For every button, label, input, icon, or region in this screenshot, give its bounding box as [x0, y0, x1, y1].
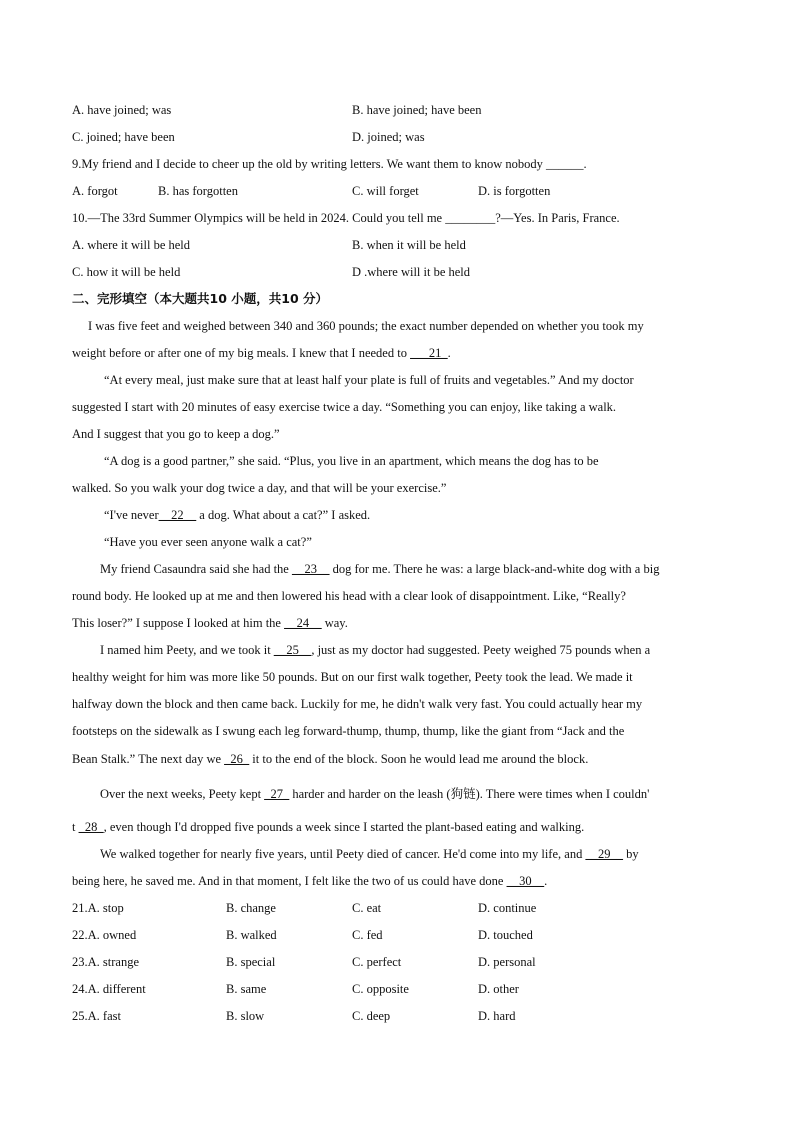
- passage-p1-line-1: I was five feet and weighed between 340 and 360 pounds; the exact number depended on whether you took my: [88, 319, 644, 333]
- option-d: D. joined; was: [352, 130, 425, 144]
- prev-question-options-row-2: [72, 127, 722, 147]
- text: I named him Peety, and we took it: [100, 643, 274, 657]
- passage-p2-line-1: “At every meal, just make sure that at least half your plate is full of fruits and vegetables.” And my doctor: [104, 373, 634, 387]
- option-23-b: B. special: [226, 955, 276, 969]
- options-23: [72, 952, 722, 972]
- text: We walked together for nearly five years, until Peety died of cancer. He'd come into my life, and: [100, 847, 586, 861]
- option-22-c: C. fed: [352, 928, 383, 942]
- q10-option-a: A. where it will be held: [72, 238, 191, 252]
- option-b: B. have joined; have been: [352, 103, 482, 117]
- passage-p6-line-1: [100, 559, 750, 579]
- passage-p1-line-2: [72, 343, 722, 363]
- option-22-d: D. touched: [478, 928, 533, 942]
- passage-p3-line-2: walked. So you walk your dog twice a day, and that will be your exercise.”: [72, 481, 447, 495]
- question-9-options: [72, 181, 722, 201]
- blank-25: __25__: [273, 643, 312, 657]
- options-24: [72, 979, 722, 999]
- text: harder and harder on the leash (狗链). There were times when I couldn': [289, 787, 650, 801]
- question-10-stem: 10.—The 33rd Summer Olympics will be held in 2024. Could you tell me ________?—Yes. In Paris, France.: [72, 211, 620, 225]
- blank-24: __24__: [284, 616, 322, 630]
- option-23-d: D. personal: [478, 955, 536, 969]
- passage-p2-line-2: suggested I start with 20 minutes of easy exercise twice a day. “Something you can enjoy, like taking a walk.: [72, 400, 617, 414]
- text: weight before or after one of my big meals. I knew that I needed to: [72, 346, 411, 360]
- option-a: A. have joined; was: [72, 103, 172, 117]
- passage-p7-line-4: footsteps on the sidewalk as I swung each leg forward-thump, thump, thump, like the giant from “Jack and the: [72, 724, 625, 738]
- text: “I've never: [104, 508, 159, 522]
- option-21-c: C. eat: [352, 901, 382, 915]
- passage-p8-line-2: [72, 817, 722, 837]
- text: My friend Casaundra said she had the: [100, 562, 292, 576]
- passage-p6-line-2: round body. He looked up at me and then lowered his head with a clear look of disappointment. Like, “Really?: [72, 589, 626, 603]
- passage-p5-line-1: “Have you ever seen anyone walk a cat?”: [104, 535, 312, 549]
- option-24-b: B. same: [226, 982, 267, 996]
- prev-question-options-row-1: [72, 100, 722, 120]
- passage-p6-line-3: [72, 613, 722, 633]
- option-21-d: D. continue: [478, 901, 537, 915]
- options-25: [72, 1006, 722, 1026]
- passage-p8-line-1: [100, 784, 750, 804]
- option-25-c: C. deep: [352, 1009, 391, 1023]
- text: Bean Stalk.” The next day we: [72, 752, 225, 766]
- text: , just as my doctor had suggested. Peety weighed 75 pounds when a: [311, 643, 651, 657]
- q9-option-d: D. is forgotten: [478, 184, 551, 198]
- blank-26: _26_: [224, 752, 250, 766]
- text: .: [447, 346, 451, 360]
- option-25-d: D. hard: [478, 1009, 516, 1023]
- option-24-d: D. other: [478, 982, 519, 996]
- option-25-a: 25.A. fast: [72, 1009, 121, 1023]
- blank-30: __30__: [506, 874, 545, 888]
- option-21-b: B. change: [226, 901, 276, 915]
- option-22-a: 22.A. owned: [72, 928, 137, 942]
- q10-option-c: C. how it will be held: [72, 265, 181, 279]
- passage-p7-line-2: healthy weight for him was more like 50 pounds. But on our first walk together, Peety took the lead. We made it: [72, 670, 633, 684]
- option-23-c: C. perfect: [352, 955, 402, 969]
- text: t: [72, 820, 79, 834]
- text: being here, he saved me. And in that moment, I felt like the two of us could have done: [72, 874, 507, 888]
- passage-p7-line-5: [72, 749, 722, 769]
- q10-option-d: D .where will it be held: [352, 265, 471, 279]
- text: way.: [321, 616, 348, 630]
- q9-option-c: C. will forget: [352, 184, 419, 198]
- blank-22: __22__: [158, 508, 197, 522]
- passage-p9-line-1: [100, 844, 750, 864]
- options-21: [72, 898, 722, 918]
- question-10-options-row-1: [72, 235, 722, 255]
- blank-29: __29__: [585, 847, 623, 861]
- option-24-c: C. opposite: [352, 982, 409, 996]
- option-22-b: B. walked: [226, 928, 277, 942]
- text: by: [622, 847, 639, 861]
- options-22: [72, 925, 722, 945]
- passage-p7-line-3: halfway down the block and then came back. Luckily for me, he didn't walk very fast. You could actually hear my: [72, 697, 643, 711]
- option-21-a: 21.A. stop: [72, 901, 124, 915]
- option-25-b: B. slow: [226, 1009, 265, 1023]
- text: .: [544, 874, 548, 888]
- q9-option-a: A. forgot: [72, 184, 118, 198]
- q10-option-b: B. when it will be held: [352, 238, 466, 252]
- q9-option-b: B. has forgotten: [158, 184, 238, 198]
- passage-p2-line-3: And I suggest that you go to keep a dog.”: [72, 427, 280, 441]
- passage-p4-line-1: [104, 505, 754, 525]
- question-9-stem: 9.My friend and I decide to cheer up the old by writing letters. We want them to know nobody ______.: [72, 157, 587, 171]
- text: dog for me. There he was: a large black-and-white dog with a big: [329, 562, 660, 576]
- passage-p7-line-1: [100, 640, 750, 660]
- passage-p3-line-1: “A dog is a good partner,” she said. “Plus, you live in an apartment, which means the dog has to be: [104, 454, 599, 468]
- text: , even though I'd dropped five pounds a week since I started the plant-based eating and walking.: [103, 820, 585, 834]
- text: This loser?” I suppose I looked at him the: [72, 616, 285, 630]
- blank-23: __23__: [291, 562, 330, 576]
- section-heading-cloze: 二、完形填空（本大题共10 小题，共10 分）: [72, 291, 328, 306]
- question-10-options-row-2: [72, 262, 722, 282]
- blank-21: ___21_: [410, 346, 448, 360]
- blank-27: _27_: [264, 787, 290, 801]
- passage-p9-line-2: [72, 871, 722, 891]
- option-23-a: 23.A. strange: [72, 955, 139, 969]
- option-24-a: 24.A. different: [72, 982, 146, 996]
- text: Over the next weeks, Peety kept: [100, 787, 265, 801]
- option-c: C. joined; have been: [72, 130, 175, 144]
- text: it to the end of the block. Soon he would lead me around the block.: [249, 752, 589, 766]
- blank-28: _28_: [78, 820, 104, 834]
- text: a dog. What about a cat?” I asked.: [196, 508, 371, 522]
